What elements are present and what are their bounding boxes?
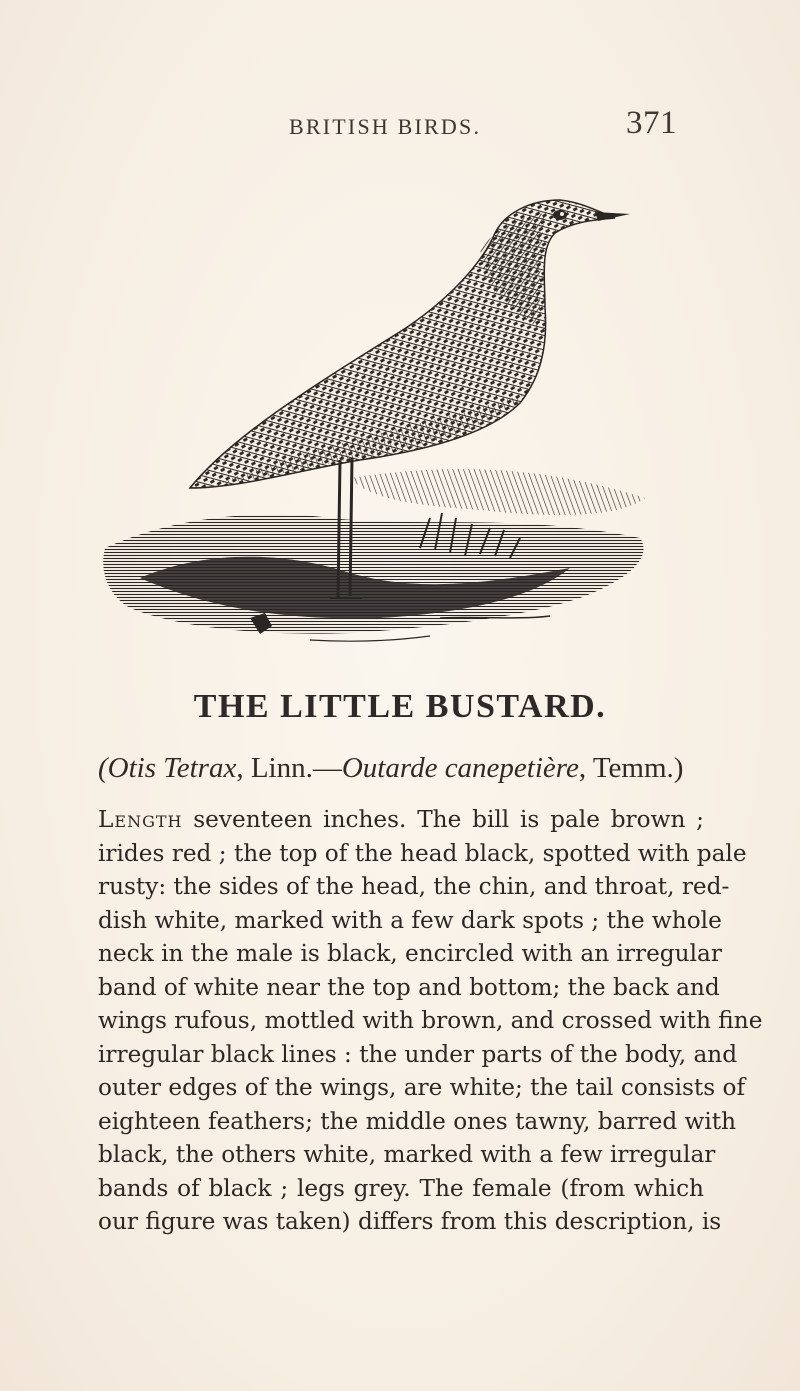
text-line: rusty: the sides of the head, the chin, and throat, red- (98, 873, 730, 900)
little-bustard-engraving-icon (100, 188, 660, 668)
text-line: band of white near the top and bottom; the back and (98, 973, 720, 1001)
text-line: neck in the male is black, encircled with an irregular (98, 940, 722, 967)
synonymy (98, 752, 683, 785)
running-title: BRITISH BIRDS. (289, 114, 482, 139)
text-line: wings rufous, mottled with brown, and crossed with fine (98, 1007, 763, 1034)
synonymy-open: ( (98, 752, 108, 784)
text-line: bands of black ; legs grey. The female (from which (98, 1174, 704, 1202)
bird-illustration (100, 188, 660, 668)
lead-word: Length (98, 806, 183, 833)
text-line: irides red ; the top of the head black, spotted with pale (98, 839, 747, 867)
text-line: dish white, marked with a few dark spots ; the whole (98, 906, 722, 934)
bird-body (190, 200, 630, 488)
species-name: Otis Tetrax (107, 752, 237, 784)
text-line: Length seventeen inches. The bill is pale brown ; (98, 806, 704, 833)
text-line: eighteen feathers; the middle ones tawny, barred with (98, 1107, 737, 1135)
french-authority: , Temm.) (578, 752, 684, 784)
ground (103, 469, 645, 641)
french-name: Outarde canepetière (341, 752, 579, 784)
plate-title: THE LITTLE BUSTARD. (193, 688, 607, 725)
description-text (98, 803, 763, 1239)
text-line: black, the others white, marked with a few irregular (98, 1141, 716, 1168)
page-number: 371 (626, 105, 677, 141)
species-authority: , Linn.— (236, 752, 342, 784)
text-line: irregular black lines : the under parts of the body, and (98, 1040, 738, 1068)
running-head (0, 105, 800, 152)
text-line: outer edges of the wings, are white; the tail consists of (98, 1074, 746, 1101)
text-line: our figure was taken) differs from this description, is (98, 1208, 722, 1235)
